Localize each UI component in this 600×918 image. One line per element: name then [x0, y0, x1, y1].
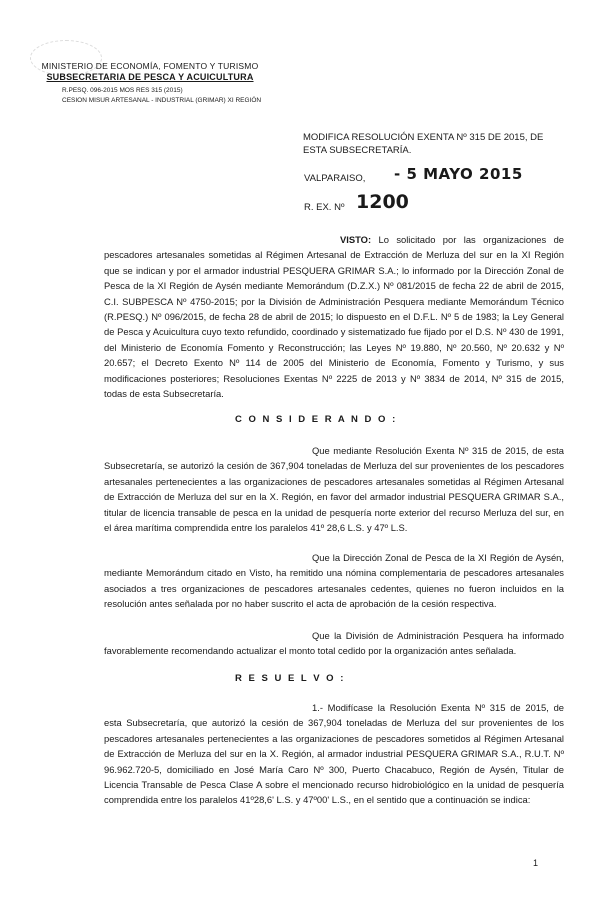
document-date: - 5 MAYO 2015	[394, 165, 523, 183]
considerando-paragraph-2: Que la Dirección Zonal de Pesca de la XI Región de Aysén, mediante Memorándum citado en Visto, ha remitido una nómina complementaria de pescadores artesanales asociados a tres organizaciones de pescadores artesanales cedentes, quienes no fueron incluidos en la resolución antes señalada por no haber suscrito el acta de aprobación de la cesión respectiva.	[104, 552, 564, 610]
subsecretaria-name: SUBSECRETARIA DE PESCA Y ACUICULTURA	[46, 72, 254, 82]
resolution-number: 1200	[356, 191, 409, 213]
place-label: VALPARAISO,	[304, 173, 366, 184]
resuelvo-heading: R E S U E L V O :	[235, 673, 346, 684]
visto-paragraph	[104, 232, 564, 401]
page-number: 1	[533, 858, 539, 868]
document-subject: MODIFICA RESOLUCIÓN EXENTA Nº 315 DE 2015, DE ESTA SUBSECRETARÍA.	[303, 132, 544, 156]
ministry-name: MINISTERIO DE ECONOMÍA, FOMENTO Y TURISMO	[41, 61, 259, 71]
resolution-number-label: R. EX. Nº	[304, 202, 345, 213]
considerando-paragraph-3: Que la División de Administración Pesquera ha informado favorablemente recomendando actualizar el monto total cedido por la organización antes señalada.	[104, 630, 564, 657]
considerando-heading: C O N S I D E R A N D O :	[235, 414, 398, 425]
resuelvo-paragraph-1: 1.- Modifícase la Resolución Exenta Nº 315 de 2015, de esta Subsecretaría, que autorizó la cesión de 367,904 toneladas de Merluza del sur provenientes de los pescadores artesanales pertenecientes a las organizaciones de pescadores sometidos al Régimen Artesanal de Extracción de Merluza del sur en la X. Región, al armador industrial PESQUERA GRIMAR S.A., R.U.T. Nº 96.962.720-5, domiciliado en José María Caro Nº 300, Puerto Chacabuco, Región de Aysén, Titular de Licencia Transable de Pesca Clase A sobre el mencionado recurso hidrobiológico en la unidad de pesquería comprendida entre los paralelos 41º28,6' L.S. y 47º00' L.S., en el sentido que a continuación se indica:	[104, 702, 564, 806]
cesion-code: CESION MISUR ARTESANAL - INDUSTRIAL (GRIMAR) XI REGIÓN	[62, 97, 262, 104]
visto-label: VISTO:	[340, 234, 372, 245]
visto-text: Lo solicitado por las organizaciones de pescadores artesanales sometidas al Régimen Artesanal de Extracción de Merluza del sur en la XI Región que se indican y por el armador industrial PESQUERA GRIMAR S.A.; lo informado por la Dirección Zonal de Pesca de la XI Región de Aysén mediante Memorándum (D.Z.X.) Nº 081/2015 de fecha 22 de abril de 2015, C.I. SUBPESCA Nº 4750-2015; por la División de Administración Pesquera mediante Memorándum Técnico (R.PESQ.) Nº 096/2015, de fecha 28 de abril de 2015; lo dispuesto en el D.F.L. Nº 5 de 1983; la Ley General de Pesca y Acuicultura cuyo texto refundido, coordinado y sistematizado fue fijado por el D.S. Nº 430 de 1991, del Ministerio de Economía Fomento y Reconstrucción; las Leyes Nº 19.880, Nº 20.560, Nº 20.632 y Nº 20.657; el Decreto Exento Nº 114 de 2005 del Ministerio de Economía, Fomento y Turismo, y sus modificaciones posteriores; Resoluciones Exentas Nº 2225 de 2013 y Nº 3834 de 2014, Nº 315 de 2015, todas de esta Subsecretaría.	[104, 234, 565, 400]
considerando-paragraph-1: Que mediante Resolución Exenta Nº 315 de 2015, de esta Subsecretaría, se autorizó la cesión de 367,904 toneladas de Merluza del sur provenientes de los pescadores artesanales pertenecientes a las organizaciones de pescadores artesanales sometidas al Régimen Artesanal de Extracción de Merluza del sur en la X. Región, en favor del armador industrial PESQUERA GRIMAR S.A., titular de licencia transable de pesca en la unidad de pesquería norte exterior del recurso Merluza del sur, en el área marítima comprendida entre los paralelos 41º 28,6 L.S. y 47º L.S.	[104, 445, 564, 534]
reference-code: R.PESQ. 096-2015 MOS RES 315 (2015)	[62, 87, 183, 94]
